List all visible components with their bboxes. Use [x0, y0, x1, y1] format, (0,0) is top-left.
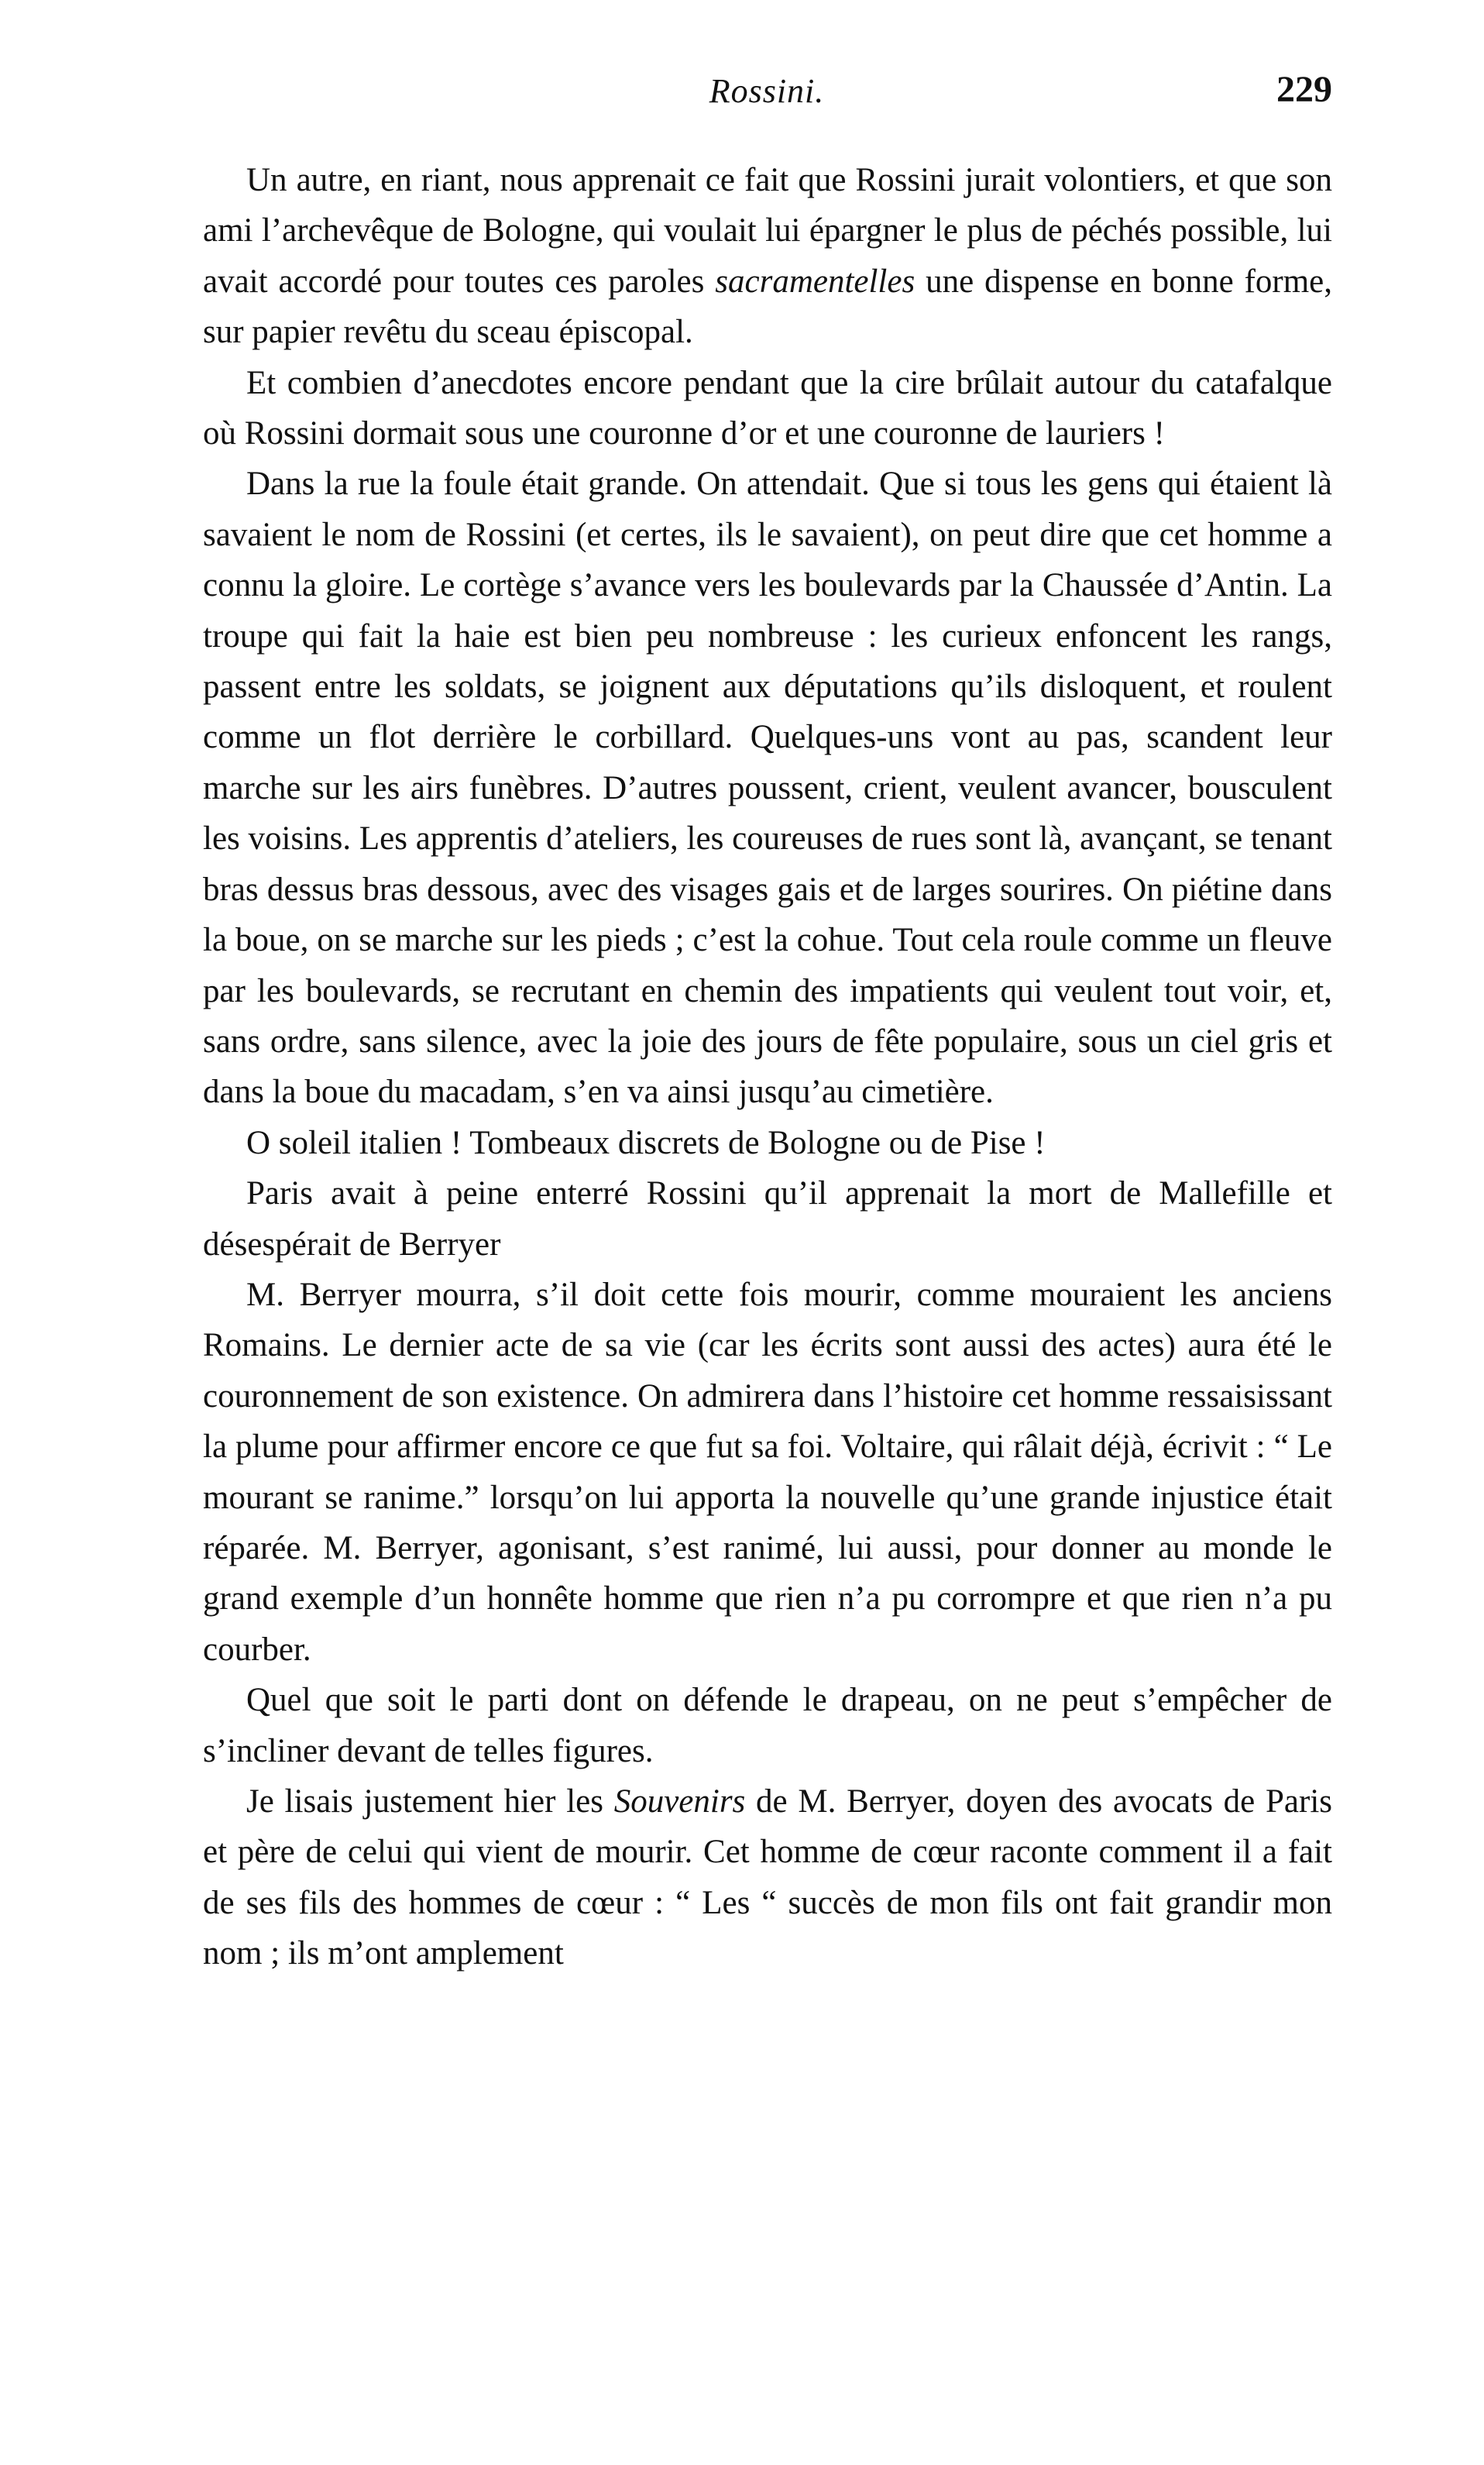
paragraph: Quel que soit le parti dont on défende le drapeau, on ne peut s’empêcher de s’incliner devant de telles figures.	[203, 1682, 1332, 1769]
paragraph: Je lisais justement hier les Souvenirs de M. Berryer, doyen des avocats de Paris et père de celui qui vient de mourir. Cet homme de cœur raconte comment il a fait de ses fils des hommes de cœur : “ Les “ succès de mon fils ont fait grandir mon nom ; ils m’ont amplement	[203, 1783, 1332, 1972]
running-title: Rossini.	[709, 72, 825, 110]
paragraph: Dans la rue la foule était grande. On attendait. Que si tous les gens qui étaient là savaient le nom de Rossini (et certes, ils le savaient), on peut dire que cet homme a connu la gloire. Le cortège s’avance vers les boulevards par la Chaussée d’Antin. La troupe qui fait la haie est bien peu nombreuse : les curieux enfoncent les rangs, passent entre les soldats, se joignent aux députations qu’ils disloquent, et roulent comme un flot derrière le corbillard. Quelques-uns vont au pas, scandent leur marche sur les airs funèbres. D’autres poussent, crient, veulent avancer, bousculent les voisins. Les apprentis d’ateliers, les coureuses de rues sont là, avançant, se tenant bras dessus bras dessous, avec des visages gais et de larges sourires. On piétine dans la boue, on se marche sur les pieds ; c’est la cohue. Tout cela roule comme un fleuve par les boulevards, se recrutant en chemin des impatients qui veulent tout voir, et, sans ordre, sans silence, avec la joie des jours de fête populaire, sous un ciel gris et dans la boue du macadam, s’en va ainsi jusqu’au cimetière.	[203, 466, 1332, 1111]
running-head	[201, 71, 1332, 118]
italic-title: Souvenirs	[613, 1783, 746, 1820]
paragraph: O soleil italien ! Tombeaux discrets de Bologne ou de Pise !	[246, 1124, 1046, 1161]
paragraph: M. Berryer mourra, s’il doit cette fois mourir, comme mouraient les anciens Romains. Le dernier acte de sa vie (car les écrits sont aussi des actes) aura été le couronnement de son existence. On admirera dans l’histoire cet homme ressaisissant la plume pour affirmer encore ce que fut sa foi. Voltaire, qui râlait déjà, écrivit : “ Le mourant se ranime.” lorsqu’on lui apporta la nouvelle qu’une grande injustice était réparée. M. Berryer, agonisant, s’est ranimé, lui aussi, pour donner au monde le grand exemple d’un honnête homme que rien n’a pu corrompre et que rien n’a pu courber.	[203, 1276, 1332, 1668]
body-text	[203, 155, 1332, 1979]
paragraph: Paris avait à peine enterré Rossini qu’il apprenait la mort de Mallefille et désespérait de Berryer	[203, 1175, 1332, 1263]
page-number: 229	[1276, 69, 1332, 110]
paragraph: Un autre, en riant, nous apprenait ce fait que Rossini jurait volontiers, et que son ami l’archevêque de Bologne, qui voulait lui épargner le plus de péchés possible, lui avait accordé pour toutes ces paroles sacramentelles une dispense en bonne forme, sur papier revêtu du sceau épiscopal.	[203, 162, 1332, 351]
italic-term: sacramentelles	[715, 263, 915, 300]
paragraph: Et combien d’anecdotes encore pendant que la cire brûlait autour du catafalque où Rossini dormait sous une couronne d’or et une couronne de lauriers !	[203, 364, 1332, 452]
